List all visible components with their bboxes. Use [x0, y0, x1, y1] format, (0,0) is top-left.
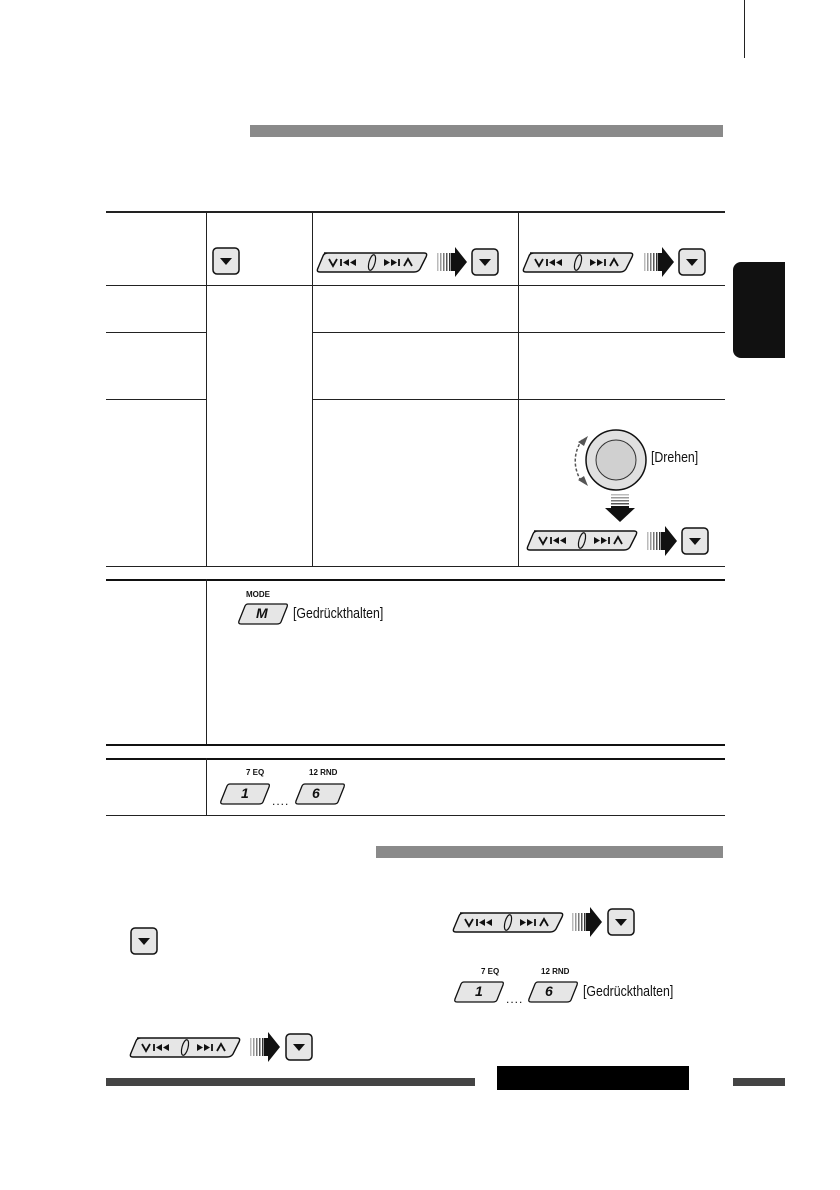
preset-1-caption: 7 EQ: [481, 967, 500, 976]
seek-rocker-button-icon[interactable]: [129, 1036, 241, 1058]
page-number-box: [497, 1066, 689, 1090]
table-top-rule: [106, 758, 725, 760]
seek-rocker-button-icon[interactable]: [452, 911, 564, 933]
footer-bar: [106, 1078, 475, 1086]
table-col-divider: [206, 579, 207, 744]
language-side-tab: [733, 262, 785, 358]
right-arrow-icon: [250, 1032, 280, 1062]
down-arrow-icon: [605, 494, 635, 524]
table-bottom-rule: [106, 815, 725, 816]
right-arrow-icon: [572, 907, 602, 937]
table-col-divider: [206, 211, 207, 566]
seek-rocker-button-icon[interactable]: [526, 529, 638, 551]
right-arrow-icon: [437, 247, 467, 277]
table-col-divider: [206, 758, 207, 815]
preset-1-key-label: 1: [241, 785, 249, 801]
ellipsis: ....: [506, 992, 524, 1006]
table-row-divider: [106, 399, 206, 400]
down-arrow-button-icon[interactable]: [678, 248, 706, 276]
preset-6-key-label: 6: [545, 983, 553, 999]
preset-1-key-label: 1: [475, 983, 483, 999]
table-row-divider: [106, 285, 725, 286]
section-header-bar: [250, 125, 723, 137]
right-arrow-icon: [644, 247, 674, 277]
rotate-instruction-label: [Drehen]: [651, 449, 699, 466]
preset-6-button[interactable]: [526, 981, 580, 1003]
seek-rocker-button-icon[interactable]: [316, 251, 428, 273]
table-row-divider: [106, 744, 725, 746]
page-edge-line: [744, 0, 745, 58]
preset-6-button[interactable]: [293, 783, 347, 805]
table-top-rule: [106, 579, 725, 581]
down-arrow-button-icon[interactable]: [212, 247, 240, 275]
right-arrow-icon: [647, 526, 677, 556]
preset-1-caption: 7 EQ: [246, 768, 265, 777]
table-top-rule: [106, 211, 725, 213]
down-arrow-button-icon[interactable]: [285, 1033, 313, 1061]
ellipsis: ....: [272, 794, 290, 808]
seek-rocker-button-icon[interactable]: [522, 251, 634, 273]
section-header-bar: [376, 846, 723, 858]
down-arrow-button-icon[interactable]: [130, 927, 158, 955]
table-row-divider: [106, 332, 206, 333]
down-arrow-button-icon[interactable]: [607, 908, 635, 936]
table-col-divider: [518, 211, 519, 566]
preset-6-caption: 12 RND: [309, 768, 338, 777]
down-arrow-button-icon[interactable]: [681, 527, 709, 555]
table-row-divider: [106, 566, 725, 567]
footer-bar: [733, 1078, 785, 1086]
hold-instruction-label: [Gedrückthalten]: [293, 605, 384, 622]
mode-key-label: M: [256, 605, 268, 621]
mode-caption: MODE: [246, 590, 270, 599]
hold-instruction-label: [Gedrückthalten]: [583, 983, 674, 1000]
preset-6-caption: 12 RND: [541, 967, 570, 976]
control-dial-icon[interactable]: [568, 420, 648, 500]
preset-6-key-label: 6: [312, 785, 320, 801]
down-arrow-button-icon[interactable]: [471, 248, 499, 276]
table-col-divider: [312, 211, 313, 566]
